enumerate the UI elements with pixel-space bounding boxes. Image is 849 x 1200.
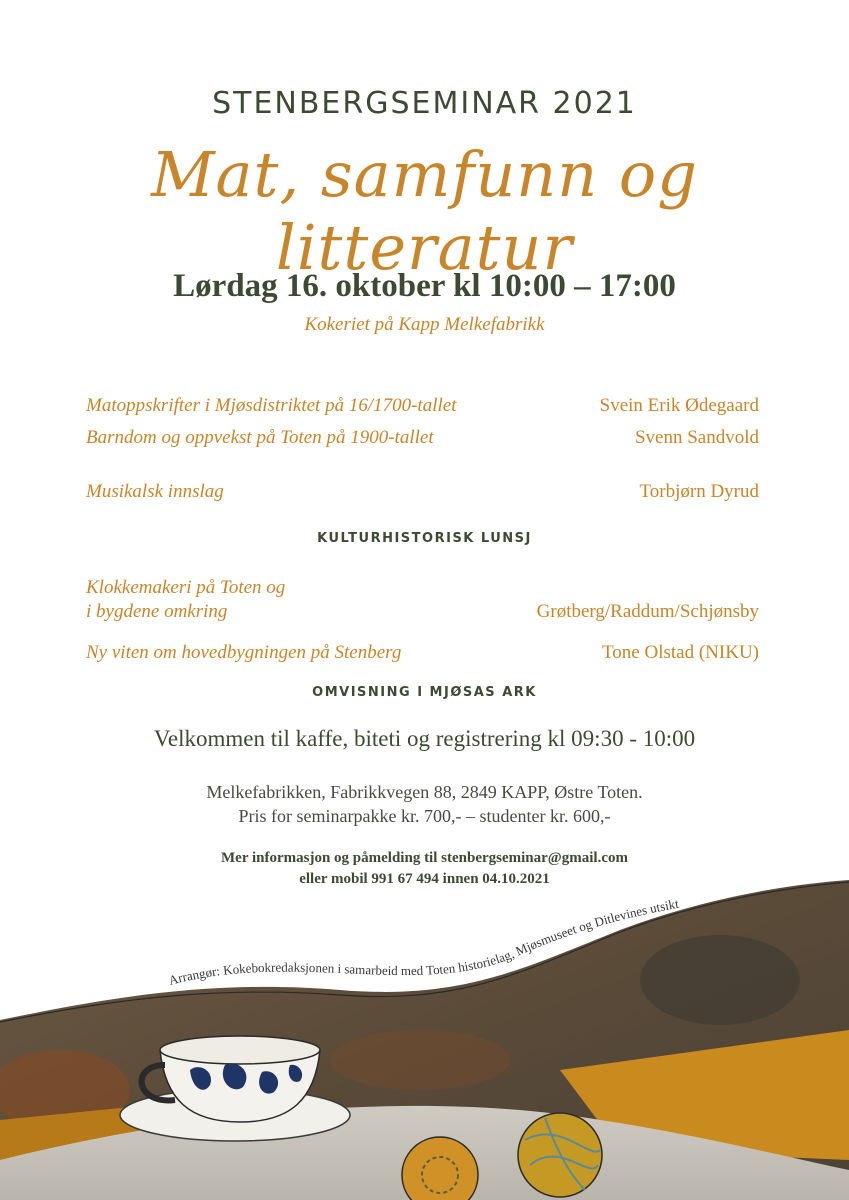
lunch-heading: KULTURHISTORISK LUNSJ [317,531,532,546]
event-venue: Kokeriet på Kapp Melkefabrikk [304,314,545,335]
program-speaker: Svein Erik Ødegaard [599,395,759,416]
tour-heading: OMVISNING I MJØSAS ARK [312,685,537,700]
event-title: STENBERGSEMINAR 2021 [212,86,637,121]
contact-phone: eller mobil 991 67 494 innen 04.10.2021 [299,871,550,887]
program-speaker: Grøtberg/Raddum/Schjønsby [536,601,759,622]
event-subtitle: Mat, samfunn og litteratur [151,138,698,284]
program-topic: Musikalsk innslag [86,481,224,502]
program-speaker: Tone Olstad (NIKU) [602,642,759,663]
program-topic: Klokkemakeri på Toten og [86,577,286,598]
program-topic: Barndom og oppvekst på Toten på 1900-tallet [86,427,434,448]
program-topic: Matoppskrifter i Mjøsdistriktet på 16/1700-tallet [86,395,457,416]
price-line: Pris for seminarpakke kr. 700,- – studenter kr. 600,- [238,806,611,826]
program-speaker: Torbjørn Dyrud [639,481,759,502]
still-life-illustration [0,860,849,1200]
organizer-text: Arrangør: Kokebokredaksjonen i samarbeid med Toten historielag, Mjøsmuseet og Ditlevines utsikt [167,895,680,988]
program-speaker: Svenn Sandvold [634,427,759,448]
program-topic: Ny viten om hovedbygningen på Stenberg [86,642,402,663]
contact-email: Mer informasjon og påmelding til stenbergseminar@gmail.com [221,850,628,866]
welcome-text: Velkommen til kaffe, biteti og registrering kl 09:30 - 10:00 [153,726,696,751]
event-date: Lørdag 16. oktober kl 10:00 – 17:00 [173,268,676,304]
address-line: Melkefabrikken, Fabrikkvegen 88, 2849 KAPP, Østre Toten. [206,782,643,802]
program-topic: i bygdene omkring [86,601,228,622]
